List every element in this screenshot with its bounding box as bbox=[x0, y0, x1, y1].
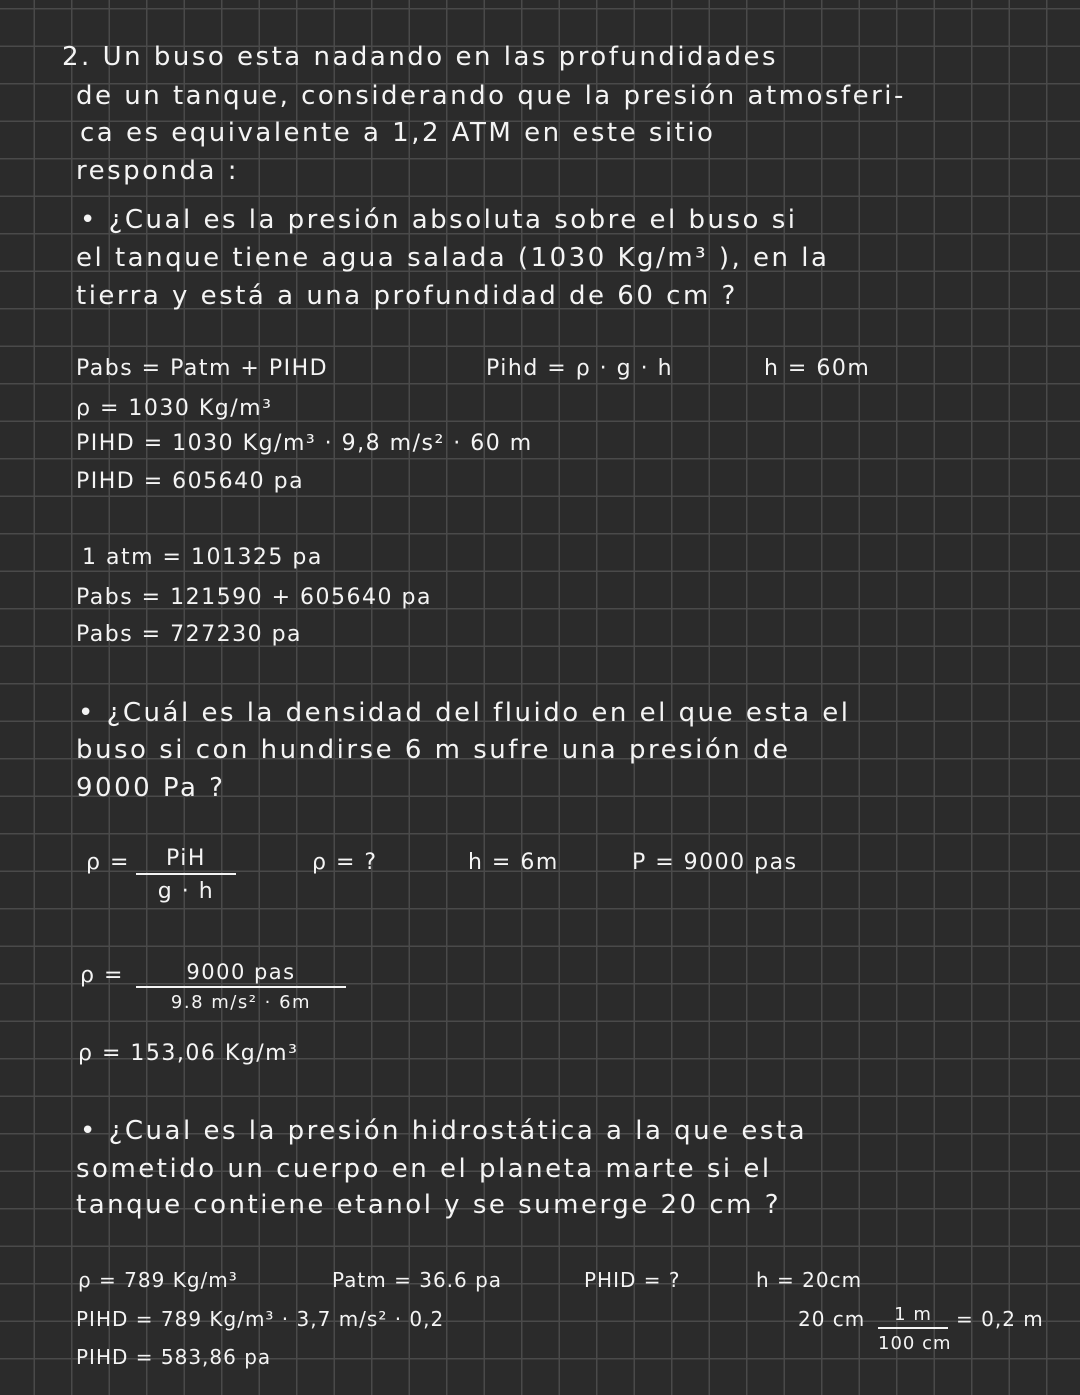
question-2-line-2: buso si con hundirse 6 m sufre una presión de bbox=[76, 735, 791, 765]
density-formula-lhs: ρ = bbox=[86, 850, 130, 875]
question-1-line-3: tierra y está a una profundidad de 60 cm ? bbox=[76, 281, 738, 311]
density-unknown: ρ = ? bbox=[312, 850, 378, 875]
question-1-line-1: • ¿Cual es la presión absoluta sobre el buso si bbox=[80, 205, 798, 235]
formula-hydrostatic-pressure: Pihd = ρ · g · h bbox=[486, 356, 674, 381]
density-substitution-lhs: ρ = bbox=[80, 963, 124, 988]
hydrostatic-result: PIHD = 605640 pa bbox=[76, 469, 305, 494]
density-formula-numerator: PiH bbox=[136, 846, 236, 875]
density-result: ρ = 153,06 Kg/m³ bbox=[78, 1041, 299, 1066]
problem-line-1: 2. Un buso esta nadando en las profundidades bbox=[62, 42, 779, 72]
density-value: ρ = 1030 Kg/m³ bbox=[76, 396, 273, 421]
hydrostatic-result-mars: PIHD = 583,86 pa bbox=[76, 1345, 272, 1369]
problem-line-4: responda : bbox=[76, 156, 240, 186]
ethanol-density: ρ = 789 Kg/m³ bbox=[78, 1268, 238, 1292]
depth-20cm: h = 20cm bbox=[756, 1268, 863, 1292]
density-substitution-denominator: 9.8 m/s² · 6m bbox=[170, 992, 312, 1013]
depth-value: h = 60m bbox=[764, 356, 871, 381]
problem-line-3: ca es equivalente a 1,2 ATM en este sitio bbox=[80, 118, 716, 148]
pressure-9000: P = 9000 pas bbox=[632, 850, 798, 875]
question-3-line-2: sometido un cuerpo en el planeta marte si el bbox=[76, 1154, 772, 1184]
formula-absolute-pressure: Pabs = Patm + PIHD bbox=[76, 356, 329, 381]
hydrostatic-unknown: PHID = ? bbox=[584, 1268, 681, 1292]
question-3-line-3: tanque contiene etanol y se sumerge 20 cm ? bbox=[76, 1190, 782, 1220]
conversion-denominator: 100 cm bbox=[878, 1333, 952, 1354]
hydrostatic-substitution: PIHD = 1030 Kg/m³ · 9,8 m/s² · 60 m bbox=[76, 431, 533, 456]
depth-6m: h = 6m bbox=[468, 850, 559, 875]
conversion-numerator: 1 m bbox=[878, 1304, 948, 1329]
question-2-line-3: 9000 Pa ? bbox=[76, 773, 226, 803]
conversion-fraction bbox=[878, 1304, 952, 1354]
density-formula-fraction bbox=[136, 846, 236, 904]
problem-line-2: de un tanque, considerando que la presión atmosferi- bbox=[76, 81, 906, 111]
mars-atm-pressure: Patm = 36.6 pa bbox=[332, 1268, 503, 1292]
absolute-pressure-result: Pabs = 727230 pa bbox=[76, 622, 303, 647]
density-substitution-fraction bbox=[136, 960, 346, 1013]
conversion-result: = 0,2 m bbox=[956, 1307, 1044, 1331]
question-2-line-1: • ¿Cuál es la densidad del fluido en el que esta el bbox=[78, 698, 851, 728]
question-3-line-1: • ¿Cual es la presión hidrostática a la que esta bbox=[80, 1116, 808, 1146]
density-substitution-numerator: 9000 pas bbox=[136, 960, 346, 988]
conversion-value: 20 cm bbox=[798, 1307, 866, 1331]
density-formula-denominator: g · h bbox=[157, 879, 215, 904]
absolute-pressure-sum: Pabs = 121590 + 605640 pa bbox=[76, 585, 432, 610]
hydrostatic-substitution-mars: PIHD = 789 Kg/m³ · 3,7 m/s² · 0,2 bbox=[76, 1307, 445, 1331]
question-1-line-2: el tanque tiene agua salada (1030 Kg/m³ ), en la bbox=[76, 243, 830, 273]
atm-conversion: 1 atm = 101325 pa bbox=[82, 545, 323, 570]
